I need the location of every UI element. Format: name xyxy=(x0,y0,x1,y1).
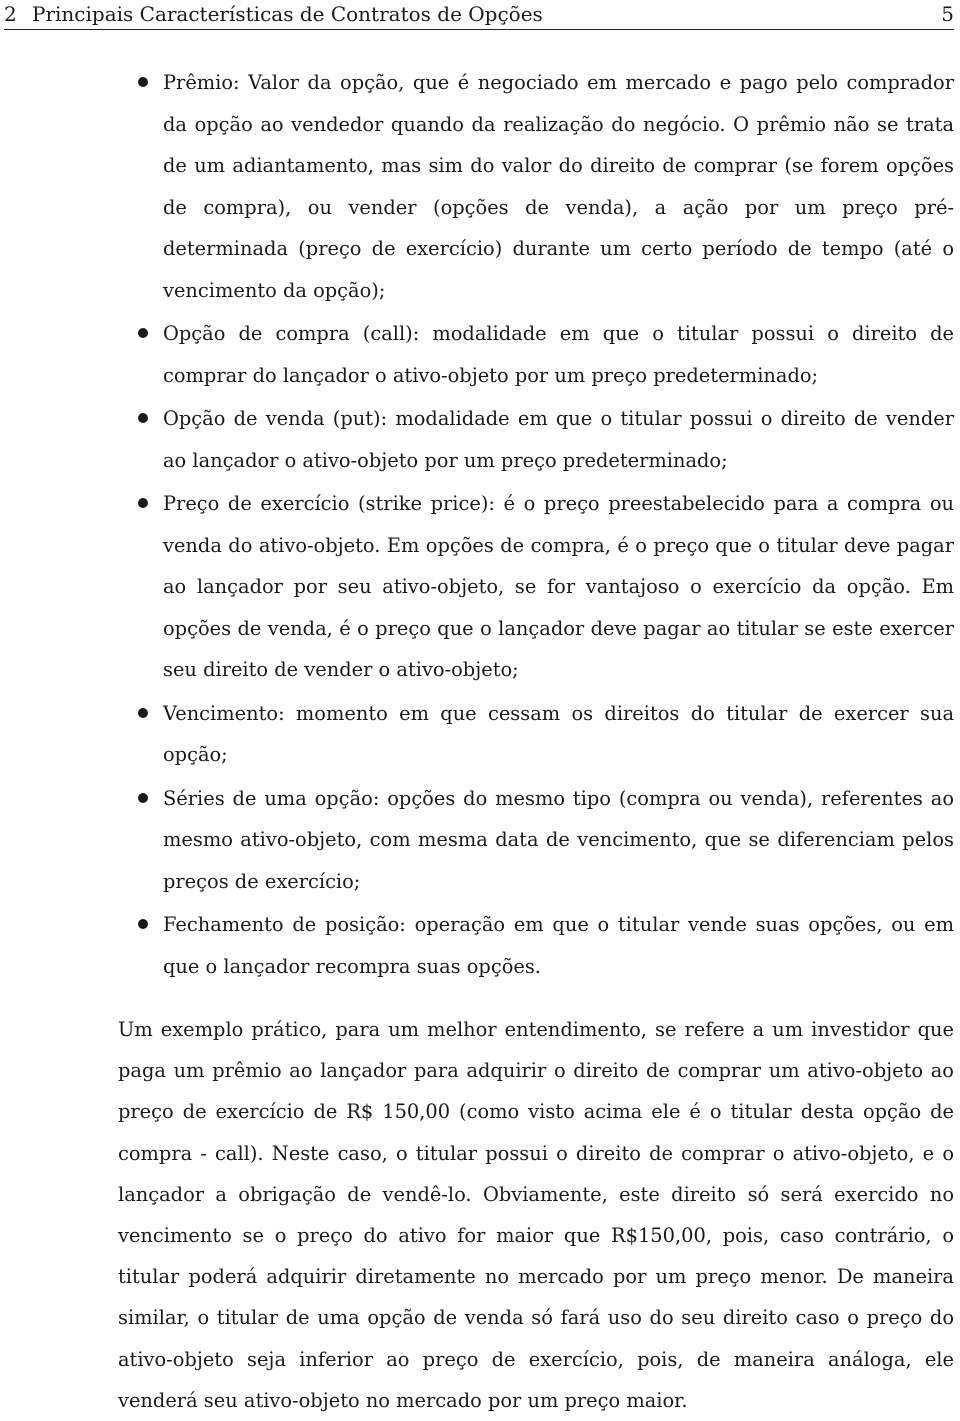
definition-list xyxy=(0,62,960,989)
list-item-premio xyxy=(0,62,960,311)
list-item-text: Fechamento de posição: operação em que o titular vende suas opções, ou em que o lançador recompra suas opções. xyxy=(163,913,954,978)
bullet-dot-icon xyxy=(138,919,148,929)
bullet-dot-icon xyxy=(138,793,148,803)
list-item-text: Preço de exercício (strike price): é o preço preestabelecido para a compra ou venda do ativo-objeto. Em opções de compra, é o preço que o titular deve pagar ao lançador por seu ativo-objeto, se for vantajoso o exercício da opção. Em opções de venda, é o preço que o lançador deve pagar ao titular se este exercer seu direito de vender o ativo-objeto; xyxy=(163,492,954,681)
bullet-dot-icon xyxy=(138,328,148,338)
bullet-dot-icon xyxy=(138,77,148,87)
example-paragraph: Um exemplo prático, para um melhor entendimento, se refere a um investidor que paga um prêmio ao lançador para adquirir o direito de comprar um ativo-objeto ao preço de exercício de R$ 150,00 (como visto acima ele é o titular desta opção de compra - call). Neste caso, o titular possui o direito de comprar o ativo-objeto, e o lançador a obrigação de vendê-lo. Obviamente, este direito só será exercido no vencimento se o preço do ativo for maior que R$150,00, pois, caso contrário, o titular poderá adquirir diretamente no mercado por um preço menor. De maneira similar, o titular de uma opção de venda só fará uso do seu direito caso o preço do ativo-objeto seja inferior ao preço de exercício, pois, de maneira análoga, ele venderá seu ativo-objeto no mercado por um preço maior. xyxy=(118,1018,954,1412)
bullet-dot-icon xyxy=(138,708,148,718)
chapter-number: 2 xyxy=(4,2,17,26)
list-item-text: Opção de venda (put): modalidade em que o titular possui o direito de vender ao lançador o ativo-objeto por um preço predeterminado; xyxy=(163,407,954,472)
list-item-opcao-compra xyxy=(0,313,960,396)
list-item-vencimento xyxy=(0,693,960,776)
list-item-text: Opção de compra (call): modalidade em que o titular possui o direito de comprar do lançador o ativo-objeto por um preço predeterminado; xyxy=(163,322,954,387)
list-item-text: Séries de uma opção: opções do mesmo tipo (compra ou venda), referentes ao mesmo ativo-objeto, com mesma data de vencimento, que se diferenciam pelos preços de exercício; xyxy=(163,786,954,893)
running-header xyxy=(4,0,954,30)
list-item-preco-exercicio xyxy=(0,483,960,691)
page-number: 5 xyxy=(941,2,954,26)
list-item-opcao-venda xyxy=(0,398,960,481)
list-item-fechamento xyxy=(0,904,960,987)
list-item-series xyxy=(0,778,960,903)
bullet-dot-icon xyxy=(138,413,148,423)
bullet-dot-icon xyxy=(138,498,148,508)
chapter-title: Principais Características de Contratos de Opções xyxy=(32,2,543,26)
list-item-text: Prêmio: Valor da opção, que é negociado em mercado e pago pelo comprador da opção ao vendedor quando da realização do negócio. O prêmio não se trata de um adiantamento, mas sim do valor do direito de comprar (se forem opções de compra), ou vender (opções de venda), a ação por um preço pré-determinada (preço de exercício) durante um certo período de tempo (até o vencimento da opção); xyxy=(163,71,954,302)
list-item-text: Vencimento: momento em que cessam os direitos do titular de exercer sua opção; xyxy=(163,701,954,766)
